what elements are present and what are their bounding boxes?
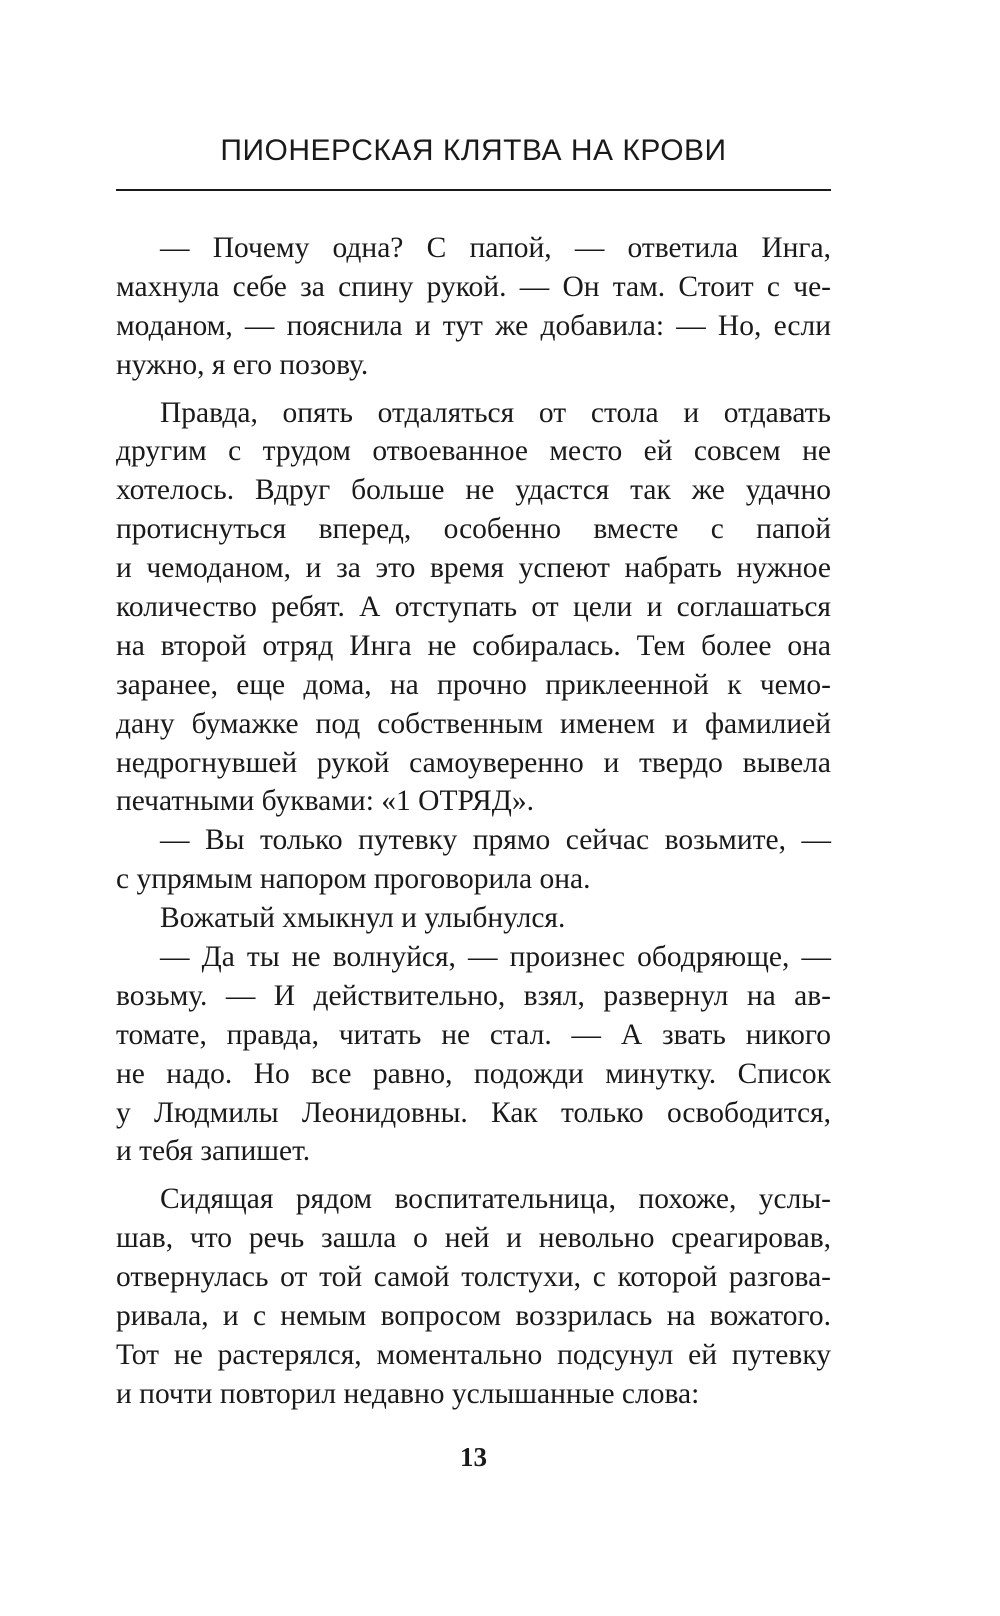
text-line: не надо. Но все равно, подожди минутку. Список	[116, 1057, 831, 1090]
text-line: протиснуться вперед, особенно вместе с папой	[116, 513, 831, 546]
text-line: с упрямым напором проговорила она.	[116, 863, 591, 896]
text-line: и тебя запишет.	[116, 1135, 311, 1168]
text-line: и почти повторил недавно услышанные слова:	[116, 1377, 700, 1410]
text-line: печатными буквами: «1 ОТРЯД».	[116, 785, 534, 818]
text-line: — Да ты не волнуйся, — произнес ободряюще, —	[160, 941, 831, 974]
text-line: отвернулась от той самой толстухи, с которой разгова-	[116, 1261, 831, 1294]
text-line: у Людмилы Леонидовны. Как только освободится,	[116, 1096, 831, 1129]
paragraph	[116, 938, 831, 1171]
text-line: шав, что речь зашла о ней и невольно среагировав,	[116, 1222, 831, 1255]
text-line: на второй отряд Инга не собиралась. Тем более она	[116, 629, 831, 662]
text-line: другим с трудом отвоеванное место ей совсем не	[116, 435, 831, 468]
text-line: и чемоданом, и за это время успеют набрать нужное	[116, 552, 831, 585]
text-line: томате, правда, читать не стал. — А звать никого	[116, 1018, 831, 1051]
text-line: ривала, и с немым вопросом воззрилась на вожатого.	[116, 1300, 831, 1333]
text-line: Тот не растерялся, моментально подсунул ей путевку	[116, 1338, 831, 1371]
text-line: моданом, — пояснила и тут же добавила: — Но, если	[116, 309, 831, 342]
paragraph	[116, 1180, 831, 1413]
book-page	[116, 0, 831, 1616]
text-line: Правда, опять отдаляться от стола и отдавать	[160, 396, 831, 429]
text-line: дану бумажке под собственным именем и фамилией	[116, 707, 831, 740]
paragraph	[116, 394, 831, 822]
text-line: заранее, еще дома, на прочно приклеенной к чемо-	[116, 668, 831, 701]
text-line: возьму. — И действительно, взял, развернул на ав-	[116, 979, 831, 1012]
running-head: ПИОНЕРСКАЯ КЛЯТВА НА КРОВИ	[220, 134, 727, 167]
text-line: хотелось. Вдруг больше не удастся так же удачно	[116, 474, 831, 507]
paragraph	[116, 229, 831, 385]
paragraph	[116, 899, 831, 938]
text-line: недрогнувшей рукой самоуверенно и твердо вывела	[116, 746, 831, 779]
text-line: — Почему одна? С папой, — ответила Инга,	[160, 232, 831, 264]
page-number: 13	[460, 1442, 487, 1472]
body-text	[116, 229, 831, 1414]
text-line: количество ребят. А отступать от цели и соглашаться	[116, 591, 831, 624]
text-line: махнула себе за спину рукой. — Он там. Стоит с че-	[116, 270, 831, 303]
text-line: нужно, я его позову.	[116, 348, 369, 381]
header-rule	[116, 189, 831, 191]
paragraph	[116, 821, 831, 899]
text-line: Вожатый хмыкнул и улыбнулся.	[160, 902, 566, 935]
text-line: — Вы только путевку прямо сейчас возьмите, —	[160, 824, 831, 857]
text-line: Сидящая рядом воспитательница, похоже, услы-	[160, 1183, 831, 1216]
